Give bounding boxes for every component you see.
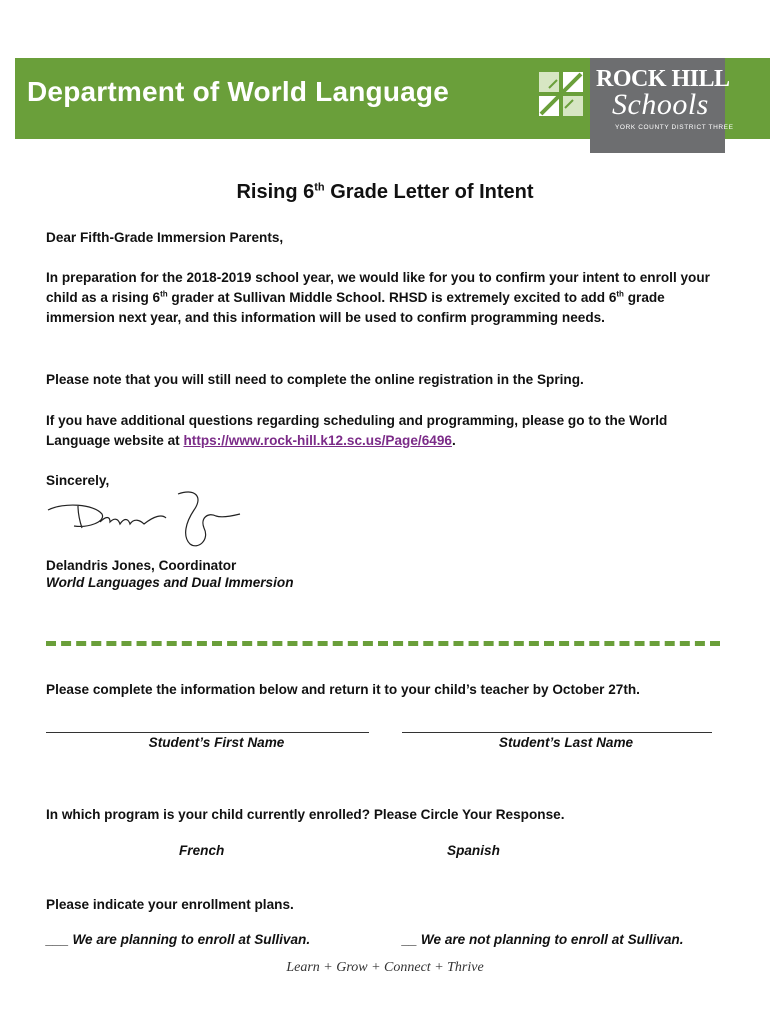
- paragraph-questions: If you have additional questions regarding scheduling and programming, please go to the World Language website at https://www.rock-hill.k12.sc.us/Page/6496.: [46, 413, 668, 448]
- footer-motto: Learn + Grow + Connect + Thrive: [286, 960, 484, 975]
- form-instructions: Please complete the information below and return it to your child’s teacher by October 27th.: [46, 682, 640, 697]
- paragraph-registration: Please note that you will still need to complete the online registration in the Spring.: [46, 372, 584, 387]
- department-title: Department of World Language: [27, 76, 449, 107]
- enroll-yes-option[interactable]: ___ We are planning to enroll at Sullivan.: [46, 932, 311, 947]
- logo-text-rock-hill: ROCK HILL: [596, 66, 730, 92]
- option-french[interactable]: French: [179, 843, 225, 858]
- greeting: Dear Fifth-Grade Immersion Parents,: [46, 230, 284, 245]
- paragraph-intent: In preparation for the 2018-2019 school year, we would like for you to confirm your intent to enroll your child as a rising 6th grader at Sullivan Middle School. RHSD is extremely excited to add 6th grade immersion next year, and this information will be used to confirm programming needs.: [46, 270, 710, 325]
- option-spanish[interactable]: Spanish: [447, 843, 500, 858]
- cut-line-divider: [46, 641, 720, 646]
- last-name-label: Student’s Last Name: [498, 735, 634, 750]
- signature-image: [44, 488, 244, 550]
- closing: Sincerely,: [46, 473, 110, 488]
- signer-title: World Languages and Dual Immersion: [46, 575, 294, 590]
- first-name-label: Student’s First Name: [148, 735, 285, 750]
- logo-text-schools: Schools: [612, 88, 709, 121]
- leaf-logo-icon: [537, 70, 585, 118]
- letter-title: Rising 6th Grade Letter of Intent: [236, 181, 534, 203]
- logo-tagline: YORK COUNTY DISTRICT THREE: [615, 124, 734, 131]
- program-question: In which program is your child currently enrolled? Please Circle Your Response.: [46, 807, 565, 822]
- enroll-no-option[interactable]: __ We are not planning to enroll at Sullivan.: [402, 932, 684, 947]
- signer-name: Delandris Jones, Coordinator: [46, 558, 237, 573]
- last-name-field[interactable]: [402, 732, 712, 733]
- world-language-link[interactable]: https://www.rock-hill.k12.sc.us/Page/6496: [183, 433, 452, 448]
- enrollment-prompt: Please indicate your enrollment plans.: [46, 897, 294, 912]
- first-name-field[interactable]: [46, 732, 369, 733]
